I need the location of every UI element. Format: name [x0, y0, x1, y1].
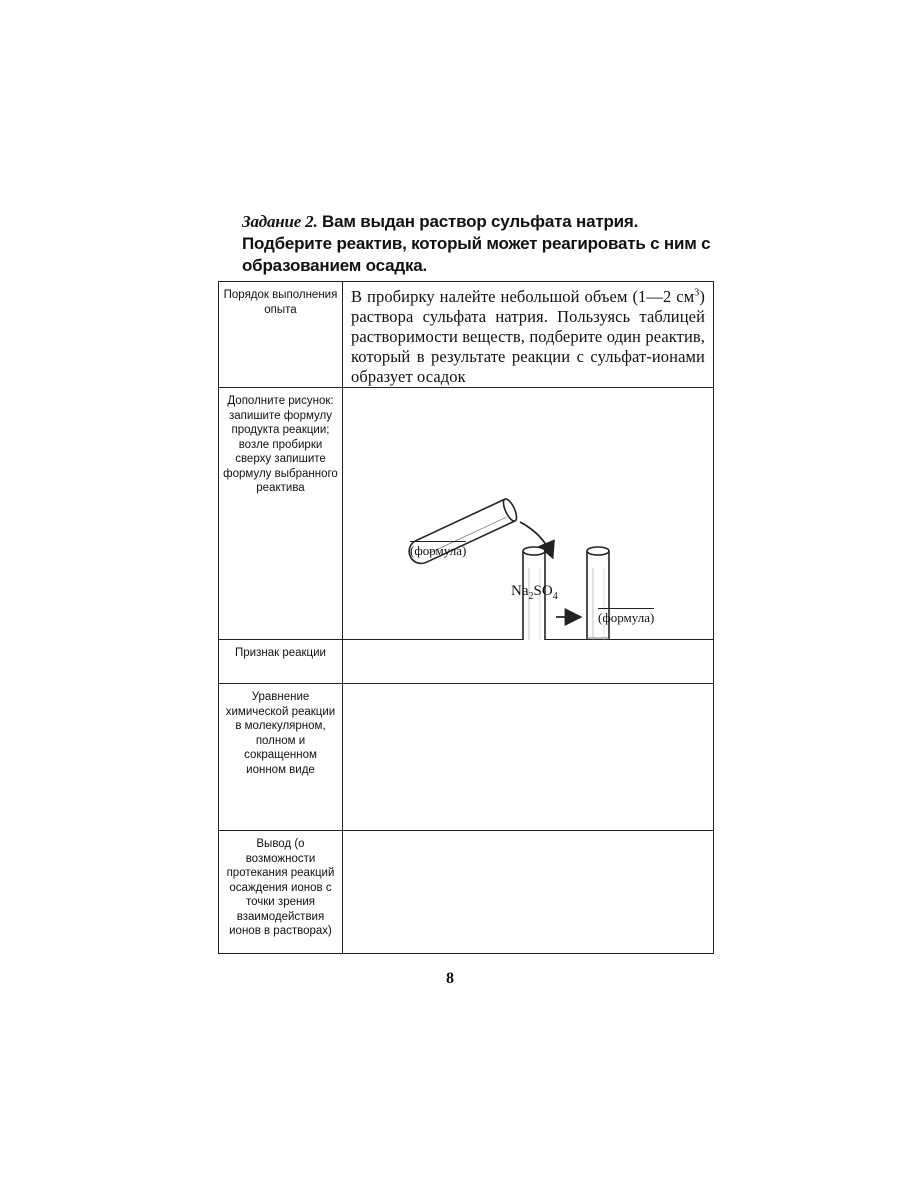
- row-sign: [219, 640, 714, 684]
- formula-caption-left: (формула): [410, 543, 467, 558]
- result-test-tube-icon: [587, 547, 609, 640]
- sign-answer-cell[interactable]: [343, 640, 714, 684]
- procedure-cell: [343, 282, 714, 388]
- procedure-text-1: В пробирку налейте небольшой объем (1—2 см: [351, 287, 695, 306]
- task-heading: [242, 211, 722, 277]
- page-number: 8: [446, 970, 454, 987]
- reagent-formula: [511, 583, 558, 602]
- worksheet-table: [218, 281, 714, 954]
- equation-label: Уравнение химической реакции в молекулярном, полном и сокращенном ионном виде: [219, 684, 343, 831]
- task-text: Вам выдан раствор сульфата натрия. Подберите реактив, который может реагировать с ним с образованием осадка.: [242, 212, 711, 275]
- reagent-na: Na: [511, 583, 529, 599]
- task-label: Задание 2.: [242, 212, 318, 231]
- row-equation: [219, 684, 714, 831]
- reagent-sub-2: 4: [552, 591, 558, 602]
- sign-label: Признак реакции: [219, 640, 343, 684]
- figure-label: Дополните рисунок: запишите формулу продукта реакции; возле пробирки сверху запишите формулу выбранного реактива: [219, 388, 343, 640]
- procedure-text-2: ) раствора сульфата натрия. Пользуясь таблицей растворимости веществ, подберите один реактив, который в результате реакции с сульфат-ионами образует осадок: [351, 287, 705, 386]
- equation-answer-cell[interactable]: [343, 684, 714, 831]
- conclusion-answer-cell[interactable]: [343, 831, 714, 954]
- conclusion-label: Вывод (о возможности протекания реакций осаждения ионов с точки зрения взаимодействия ионов в растворах): [219, 831, 343, 954]
- procedure-superscript: 3: [694, 287, 700, 299]
- row-conclusion: [219, 831, 714, 954]
- formula-caption-right: (формула): [598, 610, 655, 625]
- experiment-figure: [343, 388, 723, 640]
- figure-cell: [343, 388, 714, 640]
- procedure-label: Порядок выполнения опыта: [219, 282, 343, 388]
- reagent-sub-1: 2: [528, 591, 534, 602]
- row-figure: [219, 388, 714, 640]
- row-procedure: [219, 282, 714, 388]
- reagent-so: SO: [533, 583, 553, 599]
- procedure-instructions: [351, 287, 705, 387]
